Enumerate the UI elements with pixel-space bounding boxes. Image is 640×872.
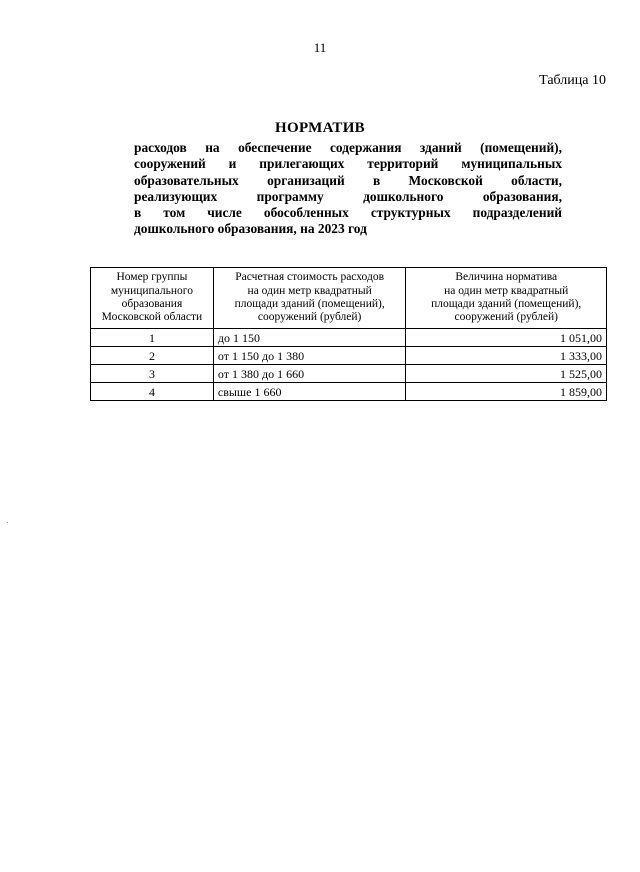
header-line: сооружений (рублей) [454,311,558,324]
table-header-row [91,268,607,329]
header-normative-value [406,268,607,329]
group-number-cell: 4 [91,383,214,401]
subtitle-line: реализующих программу дошкольного образования, [134,188,562,204]
header-line: на один метр квадратный [247,284,372,297]
header-line: Московской области [101,311,203,324]
table-row [91,383,607,401]
group-number-cell: 2 [91,347,214,365]
normative-value-cell: 1 859,00 [406,383,607,401]
header-line: сооружений (рублей) [257,311,362,324]
header-line: площади зданий (помещений), [431,298,582,310]
normative-table [90,267,607,401]
cost-range-cell: до 1 150 [213,329,406,347]
header-line: Номер группы [116,271,188,284]
scan-speck [7,522,8,523]
page-number: 11 [313,40,327,55]
cost-range-cell: свыше 1 660 [213,383,406,401]
header-line: Расчетная стоимость расходов [235,271,385,284]
subtitle-line: образовательных организаций в Московской области, [134,172,562,188]
header-line: Величина норматива [455,271,558,284]
normative-value-cell: 1 051,00 [406,329,607,347]
document-title: НОРМАТИВ [275,120,365,136]
subtitle-line: дошкольного образования, на 2023 год [134,221,367,237]
header-group-number [91,268,214,329]
subtitle-line: расходов на обеспечение содержания зданий (помещений), [134,140,562,155]
cost-range-cell: от 1 150 до 1 380 [213,347,406,365]
header-estimated-cost [213,268,406,329]
normative-value-cell: 1 525,00 [406,365,607,383]
group-number-cell: 3 [91,365,214,383]
cost-range-cell: от 1 380 до 1 660 [213,365,406,383]
header-line: на один метр квадратный [444,284,569,297]
document-subtitle [134,140,562,238]
table-row [91,329,607,347]
header-line: муниципального [110,284,193,297]
group-number-cell: 1 [91,329,214,347]
table-label: Таблица 10 [539,73,606,88]
normative-value-cell: 1 333,00 [406,347,607,365]
subtitle-line: в том числе обособленных структурных подразделений [134,205,562,221]
subtitle-line: сооружений и прилегающих территорий муниципальных [134,156,562,172]
table-row [91,365,607,383]
header-line: образования [121,298,183,310]
table-row [91,347,607,365]
header-line: площади зданий (помещений), [234,298,385,310]
